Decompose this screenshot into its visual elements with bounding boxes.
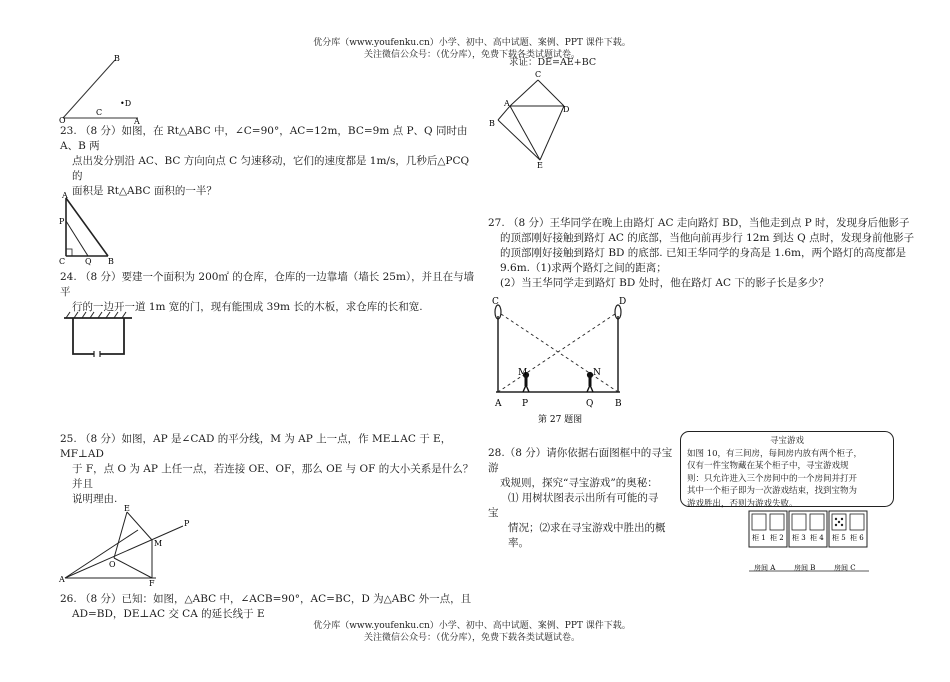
label-F: F: [149, 579, 155, 588]
label-E: E: [124, 504, 130, 513]
header-line-1: 优分库（www.youfenku.cn）小学、初中、高中试题、案例、PPT 课件下载。: [313, 38, 631, 48]
label-A: A: [495, 399, 502, 409]
room-label-b: 房间 B: [794, 564, 816, 572]
label-M: M: [154, 539, 163, 548]
q27-line-3: 的顶部刚好接触到路灯 BD 的底部. 已知王华同学的身高是 1.6m，两个路灯的高度都是: [500, 247, 906, 259]
label-E: E: [537, 161, 543, 170]
q27-line-1: 27. （8 分）王华同学在晚上由路灯 AC 走向路灯 BD，当他走到点 P 时，发现身后他影子: [488, 217, 910, 229]
right-triangle-figure: [56, 190, 126, 268]
question-28: [488, 446, 676, 551]
rules-line-4: 其中一个柜子即为一次游戏结束，找到宝物为: [687, 486, 858, 496]
street-lamp-figure: [486, 292, 636, 424]
q24-line-2: 行的一边开一道 1m 宽的门，现有能围成 39m 长的木板，求仓库的长和宽.: [72, 301, 423, 313]
q25-line-3: 说明理由.: [72, 493, 118, 505]
q28-line-3b: 宝: [488, 507, 499, 519]
q23-line-2: 点出发分别沿 AC、BC 方向向点 C 匀速移动，它们的速度都是 1m/s，几秒后△PCQ 的: [72, 155, 470, 182]
label-C: C: [96, 108, 103, 117]
label-M: M: [518, 368, 528, 378]
label-D: D: [619, 297, 627, 307]
q23-line-3: 面积是 Rt△ABC 面积的一半？: [72, 185, 217, 197]
header-line-2: 关注微信公众号：（优分库），免费下载各类试题试卷。: [363, 50, 580, 60]
cabinets-figure: [746, 508, 872, 576]
cabinet-label-2: 柜 2: [770, 534, 784, 542]
question-26: [60, 592, 480, 622]
rules-line-1: 如图 10，有三间房，每间房内放有两个柜子，: [687, 448, 863, 459]
label-B: B: [108, 257, 114, 266]
q27-line-2: 的顶部刚好接触到路灯 AC 的底部，当他向前再步行 12m 到达 Q 点时，发现身前他影子: [500, 232, 915, 244]
label-O: O: [59, 116, 66, 124]
question-23: [60, 124, 480, 199]
q28-line-5: 率。: [508, 537, 529, 549]
label-D: D: [563, 105, 570, 114]
angle-figure: [58, 52, 148, 124]
cabinet-label-4: 柜 4: [810, 534, 824, 542]
rules-line-5: 游戏胜出，否则为游戏失败。: [687, 498, 798, 509]
label-D: •D: [120, 99, 132, 108]
label-A: A: [62, 191, 68, 200]
label-A: A: [134, 117, 140, 124]
page-footer: [262, 620, 682, 644]
q25-line-1: 25. （8 分）如图，AP 是∠CAD 的平分线，M 为 AP 上一点，作 ME⊥AC 于 E，MF⊥AD: [60, 433, 452, 460]
q26-figure: [488, 70, 580, 170]
label-A: A: [504, 99, 510, 108]
label-B: B: [615, 399, 622, 409]
label-C: C: [492, 297, 499, 307]
question-27: [488, 216, 928, 291]
page-header: [262, 37, 682, 61]
label-B: B: [489, 119, 495, 128]
label-N: N: [593, 368, 601, 378]
q28-line-3: ⑴ 用树状图表示出所有可能的寻: [508, 492, 659, 504]
cabinet-label-6: 柜 6: [850, 534, 864, 542]
q28-line-2: 戏规则，探究“寻宝游戏”的奥秘：: [500, 477, 658, 489]
treasure-icon: [835, 518, 843, 526]
rules-line-3: 则：只允许进入三个房间中的一个房间并打开: [687, 473, 858, 484]
q26-line-2: AD=BD，DE⊥AC 交 CA 的延长线于 E: [72, 608, 265, 620]
label-C: C: [535, 70, 542, 79]
warehouse-figure: [62, 310, 134, 362]
label-P: P: [522, 399, 529, 409]
footer-line-2: 关注微信公众号：（优分库），免费下载各类试题试卷。: [363, 633, 580, 643]
q25-line-2: 于 F，点 O 为 AP 上任一点，若连接 OE、OF，那么 OE 与 OF 的大小关系是什么？并且: [72, 463, 474, 490]
label-A: A: [59, 575, 65, 584]
treasure-rules-box: [680, 431, 894, 507]
question-24: [60, 270, 480, 315]
q28-line-1b: 游: [488, 462, 499, 474]
rules-title: 寻宝游戏: [769, 436, 804, 446]
q28-line-1: 28.（8 分）请你依据右面图框中的寻宝: [488, 447, 673, 459]
label-B: B: [114, 54, 120, 63]
angle-bisector-figure: [58, 502, 198, 590]
cabinet-label-5: 柜 5: [832, 534, 846, 542]
label-Q: Q: [85, 257, 92, 266]
q26-line-1: 26. （8 分）已知：如图，△ABC 中，∠ACB=90°，AC=BC，D 为△ABC 外一点，且: [60, 593, 472, 605]
q28-line-4: 情况；⑵求在寻宝游戏中胜出的概: [508, 522, 666, 534]
cabinet-label-1: 柜 1: [752, 534, 766, 542]
q27-line-4: 9.6m.（1)求两个路灯之间的距离；: [500, 262, 667, 274]
label-P: P: [59, 217, 65, 226]
label-P: P: [184, 519, 190, 528]
q27-line-5: (2）当王华同学走到路灯 BD 处时，他在路灯 AC 下的影子长是多少？: [500, 277, 829, 289]
question-25: [60, 432, 480, 507]
q23-line-1: 23. （8 分）如图，在 Rt△ABC 中，∠C=90°，AC=12m，BC=9m 点 P、Q 同时由 A、B 两: [60, 125, 468, 152]
figure-caption: 第 27 题图: [538, 415, 583, 424]
cabinet-label-3: 柜 3: [792, 534, 806, 542]
rules-line-2: 仅有一件宝物藏在某个柜子中，寻宝游戏规: [687, 461, 849, 471]
q24-line-1: 24. （8 分）要建一个面积为 200㎡ 的仓库，仓库的一边靠墙（墙长 25m），并且在与墙平: [60, 271, 475, 298]
footer-line-1: 优分库（www.youfenku.cn）小学、初中、高中试题、案例、PPT 课件下载。: [313, 621, 631, 631]
q26-prove: 求证：DE=AE+BC: [509, 57, 597, 68]
label-O: O: [109, 560, 116, 569]
label-Q: Q: [586, 399, 594, 409]
room-label-c: 房间 C: [834, 564, 856, 572]
room-label-a: 房间 A: [754, 564, 776, 572]
label-C: C: [59, 257, 66, 266]
